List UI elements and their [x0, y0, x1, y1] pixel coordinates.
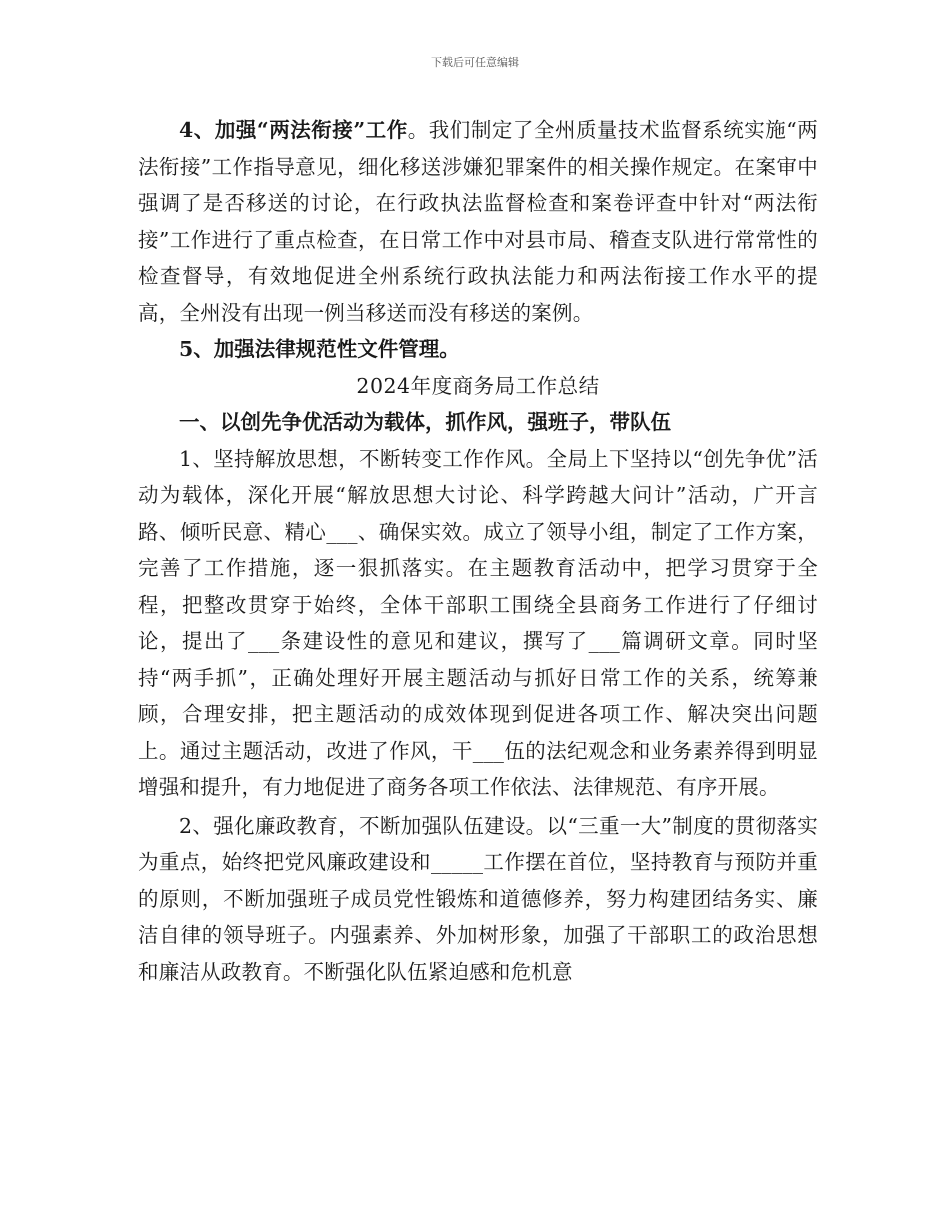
section-5-heading: 5、加强法律规范性文件管理。 — [179, 337, 460, 361]
section-4-paragraph — [138, 112, 818, 331]
section-4-body: 。我们制定了全州质量技术监督系统实施“两法衔接”工作指导意见，细化移送涉嫌犯罪案件的相关操作规定。在案审中强调了是否移送的讨论，在行政执法监督检查和案卷评查中针对“两法衔接”工作进行了重点检查，在日常工作中对县市局、稽查支队进行常常性的检查督导，有效地促进全州系统行政执法能力和两法衔接工作水平的提高，全州没有出现一例当移送而没有移送的案例。 — [138, 118, 819, 325]
document-body — [138, 112, 818, 990]
item-1-paragraph: 1、坚持解放思想，不断转变工作作风。全局上下坚持以“创先争优”活动为载体，深化开展“解放思想大讨论、科学跨越大问计”活动，广开言路、倾听民意、精心___、确保实效。成立了领导小组，制定了工作方案，完善了工作措施，逐一狠抓落实。在主题教育活动中，把学习贯穿于全程，把整改贯穿于始终，全体干部职工围绕全县商务工作进行了仔细讨论，提出了___条建设性的意见和建议，撰写了___篇调研文章。同时坚持“两手抓”，正确处理好开展主题活动与抓好日常工作的关系，统筹兼顾，合理安排，把主题活动的成效体现到促进各项工作、解决突出问题上。通过主题活动，改进了作风，干___伍的法纪观念和业务素养得到明显增强和提升，有力地促进了商务各项工作依法、法律规范、有序开展。 — [138, 446, 818, 799]
item-2-paragraph: 2、强化廉政教育，不断加强队伍建设。以“三重一大”制度的贯彻落实为重点，始终把党风廉政建设和_____工作摆在首位，坚持教育与预防并重的原则，不断加强班子成员党性锻炼和道德修养，努力构建团结务实、廉洁自律的领导班子。内强素养、外加树形象，加强了干部职工的政治思想和廉洁从政教育。不断强化队伍紧迫感和危机意 — [138, 813, 818, 984]
part-1-heading: 一、以创先争优活动为载体，抓作风，强班子，带队伍 — [179, 410, 671, 434]
document-title: 2024年度商务局工作总结 — [356, 373, 600, 398]
page-header-note: 下载后可任意编辑 — [431, 56, 519, 69]
section-4-lead: 4、加强“两法衔接”工作 — [179, 118, 408, 142]
